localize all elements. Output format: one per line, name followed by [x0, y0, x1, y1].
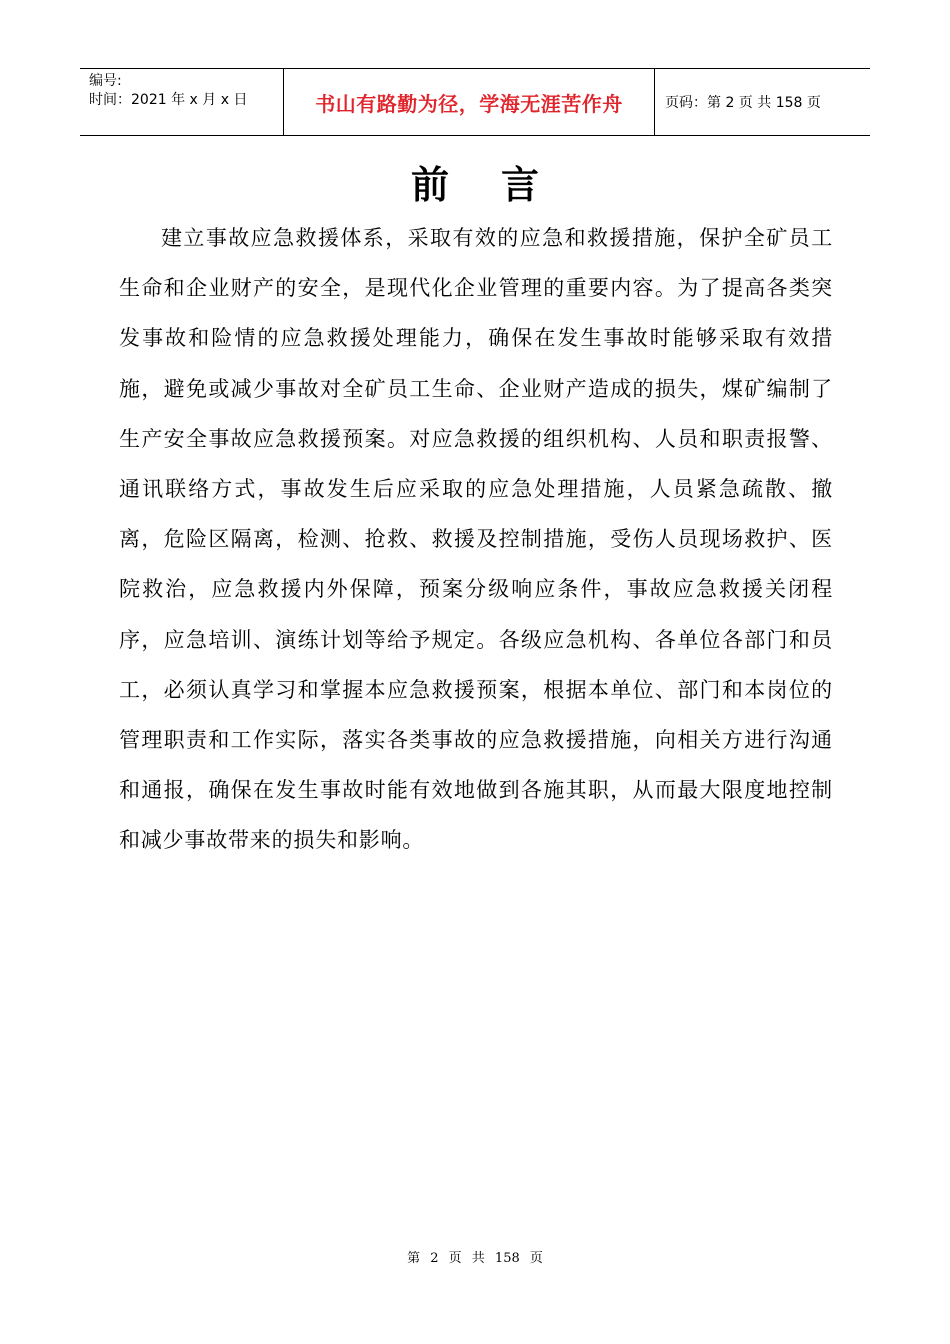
- body-paragraph: 建立事故应急救援体系，采取有效的应急和救援措施，保护全矿员工生命和企业财产的安全，是现代化企业管理的重要内容。为了提高各类突发事故和险情的应急救援处理能力，确保在发生事故时能够采取有效措施，避免或减少事故对全矿员工生命、企业财产造成的损失，煤矿编制了生产安全事故应急救援预案。对应急救援的组织机构、人员和职责报警、通讯联络方式，事故发生后应采取的应急处理措施，人员紧急疏散、撤离，危险区隔离，检测、抢救、救援及控制措施，受伤人员现场救护、医院救治，应急救援内外保障，预案分级响应条件，事故应急救援关闭程序，应急培训、演练计划等给予规定。各级应急机构、各单位各部门和员工，必须认真学习和掌握本应急救援预案，根据本单位、部门和本岗位的管理职责和工作实际，落实各类事故的应急救援措施，向相关方进行沟通和通报，确保在发生事故时能有效地做到各施其职，从而最大限度地控制和减少事故带来的损失和影响。: [119, 226, 833, 853]
- header-page-info: 页码：第 2 页 共 158 页: [665, 95, 821, 111]
- page-footer: 第 2 页 共 158 页: [407, 1251, 543, 1266]
- document-date: 时间：2021 年 x 月 x 日: [89, 92, 248, 108]
- document-number-label: 编号:: [89, 73, 122, 89]
- header-motto: 书山有路勤为径，学海无涯苦作舟: [283, 69, 655, 135]
- header-meta: [80, 69, 283, 135]
- page-header: [80, 68, 870, 136]
- document-title: 前言: [410, 163, 591, 207]
